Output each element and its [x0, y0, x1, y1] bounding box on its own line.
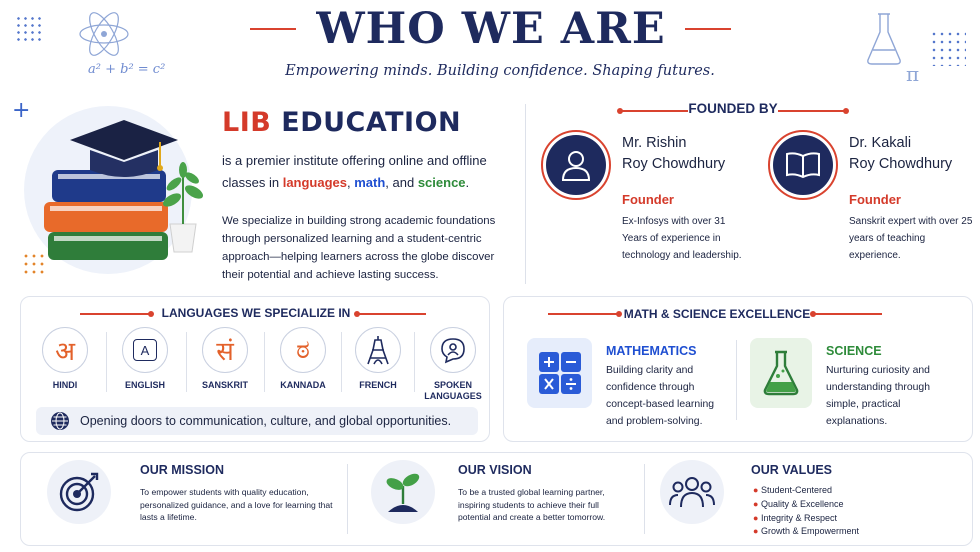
person-icon — [559, 148, 593, 182]
math-icon-tile — [527, 338, 592, 408]
brand-intro — [222, 150, 517, 194]
language-label: ENGLISH — [124, 380, 165, 390]
founder-2-name-line2: Roy Chowdhury — [849, 156, 953, 172]
founder-2-role: Founder — [849, 192, 901, 207]
brand-name — [222, 107, 461, 138]
founder-1-role: Founder — [622, 192, 674, 207]
math-title: MATHEMATICS — [606, 344, 697, 358]
founder-1-name-line1: Mr. Rishin — [622, 135, 687, 151]
book-icon — [785, 151, 821, 179]
language-english — [110, 327, 180, 391]
value-item: ● Integrity & Respect — [753, 512, 837, 523]
formula-text: a² + b² = c² — [88, 62, 166, 77]
math-text: Building clarity and confidence through concept-based learning and problem-solving. — [606, 365, 715, 427]
language-kannada — [268, 327, 338, 391]
language-label: KANNADA — [280, 380, 326, 390]
orange-dots — [22, 252, 46, 274]
brand-description: We specialize in building strong academic foundations through personalized learning and a student-centric approach—helping learners across the globe discover their potential and achieve lasting success. — [222, 215, 496, 281]
value-item: ● Growth & Empowerment — [753, 526, 859, 537]
values-list — [753, 484, 859, 539]
dot-grid-right — [930, 30, 966, 66]
founder-avatar-1 — [541, 130, 611, 200]
values-title: OUR VALUES — [751, 463, 833, 477]
languages-footer-text: Opening doors to communication, culture, and global opportunities. — [80, 414, 452, 428]
founder-1-name-line2: Roy Chowdhury — [622, 156, 726, 172]
intro-sep: , — [347, 175, 355, 190]
brand-name-education: EDUCATION — [271, 107, 462, 138]
value-item: ● Student-Centered — [753, 485, 832, 495]
vision-title: OUR VISION — [458, 463, 532, 477]
mission-icon-circle — [47, 460, 111, 524]
flask-icon — [862, 8, 906, 68]
intro-science: science — [417, 175, 466, 190]
calculator-icon — [538, 351, 582, 395]
language-label: HINDI — [52, 380, 78, 390]
intro-pre: is a premier institute offering online and offline classes in — [222, 153, 487, 190]
page-title: WHO WE ARE — [316, 4, 666, 54]
brand-name-lib: LIB — [222, 107, 272, 138]
founder-1-name — [622, 133, 725, 175]
english-glyph: A — [133, 339, 157, 361]
language-label: SPOKEN LANGUAGES — [424, 380, 482, 401]
beaker-icon — [761, 350, 801, 396]
language-spoken — [418, 327, 488, 402]
target-icon — [57, 470, 101, 514]
value-item: ● Quality & Excellence — [753, 498, 844, 509]
language-sanskrit — [190, 327, 260, 391]
speaker-bubble-icon — [430, 327, 476, 373]
language-hindi — [30, 327, 100, 391]
science-text: Nurturing curiosity and understanding through simple, practical explanations. — [826, 365, 930, 427]
mission-title: OUR MISSION — [140, 463, 225, 477]
atom-icon — [75, 8, 133, 60]
science-icon-tile — [750, 338, 812, 408]
intro-math: math — [354, 175, 386, 190]
pi-symbol: π — [906, 62, 920, 86]
languages-heading: LANGUAGES WE SPECIALIZE IN — [161, 306, 351, 320]
founder-2-bio: Sanskrit expert with over 25 years of teaching experience. — [849, 216, 973, 261]
sprout-icon — [382, 470, 424, 514]
vision-text: To be a trusted global learning partner, inspiring students to achieve their full potential and create a better tomorrow. — [458, 487, 606, 522]
globe-icon — [50, 411, 70, 431]
eiffel-tower-icon — [355, 327, 401, 373]
founder-2-name-line1: Dr. Kakali — [849, 135, 912, 151]
value-item-label: Growth & Empowerment — [760, 526, 859, 537]
vision-icon-circle — [371, 460, 435, 524]
language-label: FRENCH — [359, 380, 397, 390]
kannada-glyph-icon: ಠ — [280, 327, 326, 373]
language-label: SANSKRIT — [201, 380, 248, 390]
value-item-label: Quality & Excellence — [760, 498, 844, 509]
founders-heading: FOUNDED BY — [688, 101, 778, 116]
excellence-heading: MATH & SCIENCE EXCELLENCE — [623, 307, 811, 321]
value-item-label: Student-Centered — [760, 485, 832, 495]
intro-languages: languages — [282, 175, 347, 190]
founder-1-bio: Ex-Infosys with over 31 Years of experience in technology and leadership. — [622, 216, 742, 261]
dot-grid-left — [15, 15, 43, 43]
intro-end: . — [465, 175, 470, 190]
books-graduation-illustration — [20, 104, 210, 284]
science-title: SCIENCE — [826, 344, 882, 358]
english-speech-icon — [122, 327, 168, 373]
founder-avatar-2 — [768, 130, 838, 200]
tagline: Empowering minds. Building confidence. Shaping futures. — [285, 63, 715, 79]
language-french — [343, 327, 413, 391]
values-icon-circle — [660, 460, 724, 524]
founder-2-name — [849, 133, 952, 175]
value-item-label: Integrity & Respect — [760, 512, 837, 523]
hindi-glyph-icon: अ — [42, 327, 88, 373]
intro-and: , and — [385, 175, 418, 190]
sanskrit-glyph-icon: सं — [202, 327, 248, 373]
plus-symbol: + — [12, 98, 31, 123]
mission-text: To empower students with quality education, personalized guidance, and a love for learning that lasts a lifetime. — [140, 487, 333, 522]
people-group-icon — [669, 475, 715, 509]
